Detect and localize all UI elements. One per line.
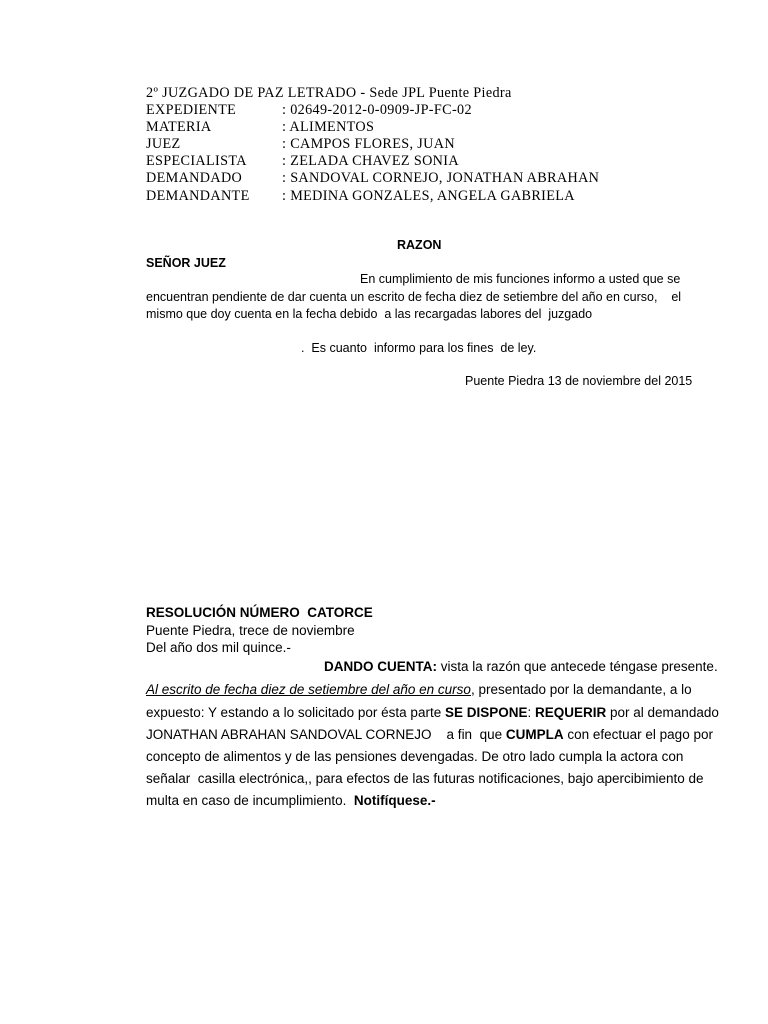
case-header xyxy=(146,85,599,205)
requerir: REQUERIR xyxy=(535,705,607,720)
dando-cuenta-label: DANDO CUENTA: xyxy=(324,659,437,674)
header-row-demandado xyxy=(146,170,599,187)
header-label: ESPECIALISTA xyxy=(146,153,247,170)
header-value: : SANDOVAL CORNEJO, JONATHAN ABRAHAN xyxy=(282,170,600,187)
resolution-text: , presentado por la demandante, a lo xyxy=(470,682,692,697)
header-row-expediente xyxy=(146,102,599,119)
header-value: : ALIMENTOS xyxy=(282,119,375,136)
resolution-line xyxy=(146,793,693,808)
escrito-reference: Al escrito de fecha diez de setiembre del año en curso xyxy=(146,682,471,697)
resolution-line: concepto de alimentos y de las pensiones devengadas. De otro lado cumpla la actora con xyxy=(146,749,684,764)
notifiquese: Notifíquese.- xyxy=(353,793,436,808)
resolution-text: JONATHAN ABRAHAN SANDOVAL CORNEJO a fin que xyxy=(146,727,506,742)
court-name-line xyxy=(146,85,599,102)
resolution-text: multa en caso de incumplimiento. xyxy=(146,793,354,808)
header-row-juez xyxy=(146,136,599,153)
cumpla: CUMPLA xyxy=(505,727,564,742)
resolution-line xyxy=(146,682,693,697)
razon-closing: . Es cuanto informo para los fines de ley. xyxy=(301,341,537,355)
resolution-title: RESOLUCIÓN NÚMERO CATORCE xyxy=(146,605,373,620)
header-label: MATERIA xyxy=(146,119,212,136)
header-label: EXPEDIENTE xyxy=(146,102,237,119)
razon-place-date: Puente Piedra 13 de noviembre del 2015 xyxy=(465,374,693,388)
dando-cuenta-text: vista la razón que antecede téngase presente. xyxy=(437,659,718,674)
resolution-text: expuesto: Y estando a lo solicitado por ésta parte xyxy=(146,705,445,720)
header-label: DEMANDANTE xyxy=(146,187,250,204)
resolution-year: Del año dos mil quince.- xyxy=(146,640,291,655)
resolution-line xyxy=(146,705,719,720)
header-row-materia xyxy=(146,119,599,136)
header-row-especialista xyxy=(146,153,599,170)
header-value: : MEDINA GONZALES, ANGELA GABRIELA xyxy=(282,187,575,204)
se-dispone: SE DISPONE xyxy=(444,705,528,720)
header-label: JUEZ xyxy=(146,136,181,153)
razon-paragraph-line: En cumplimiento de mis funciones informo a usted que se xyxy=(360,272,681,286)
dando-cuenta-line xyxy=(324,659,718,674)
header-value: : 02649-2012-0-0909-JP-FC-02 xyxy=(282,102,472,119)
resolution-text: por al demandado xyxy=(606,705,719,720)
header-value: : CAMPOS FLORES, JUAN xyxy=(282,136,455,153)
court-name: 2º JUZGADO DE PAZ LETRADO - Sede JPL Puente Piedra xyxy=(146,85,512,101)
razon-paragraph-line: mismo que doy cuenta en la fecha debido a las recargadas labores del juzgado xyxy=(146,307,593,321)
resolution-line: señalar casilla electrónica,, para efectos de las futuras notificaciones, bajo apercibimiento de xyxy=(146,771,704,786)
header-label: DEMANDADO xyxy=(146,170,243,187)
resolution-line xyxy=(146,727,713,742)
header-value: : ZELADA CHAVEZ SONIA xyxy=(282,153,459,170)
header-row-demandante xyxy=(146,188,599,205)
salutation: SEÑOR JUEZ xyxy=(146,256,226,270)
resolution-text: con efectuar el pago por xyxy=(563,727,713,742)
resolution-place: Puente Piedra, trece de noviembre xyxy=(146,623,355,638)
resolution-text: : xyxy=(527,705,535,720)
razon-title: RAZON xyxy=(397,238,442,252)
razon-paragraph-line: encuentran pendiente de dar cuenta un escrito de fecha diez de setiembre del año en curso, el xyxy=(146,290,682,304)
